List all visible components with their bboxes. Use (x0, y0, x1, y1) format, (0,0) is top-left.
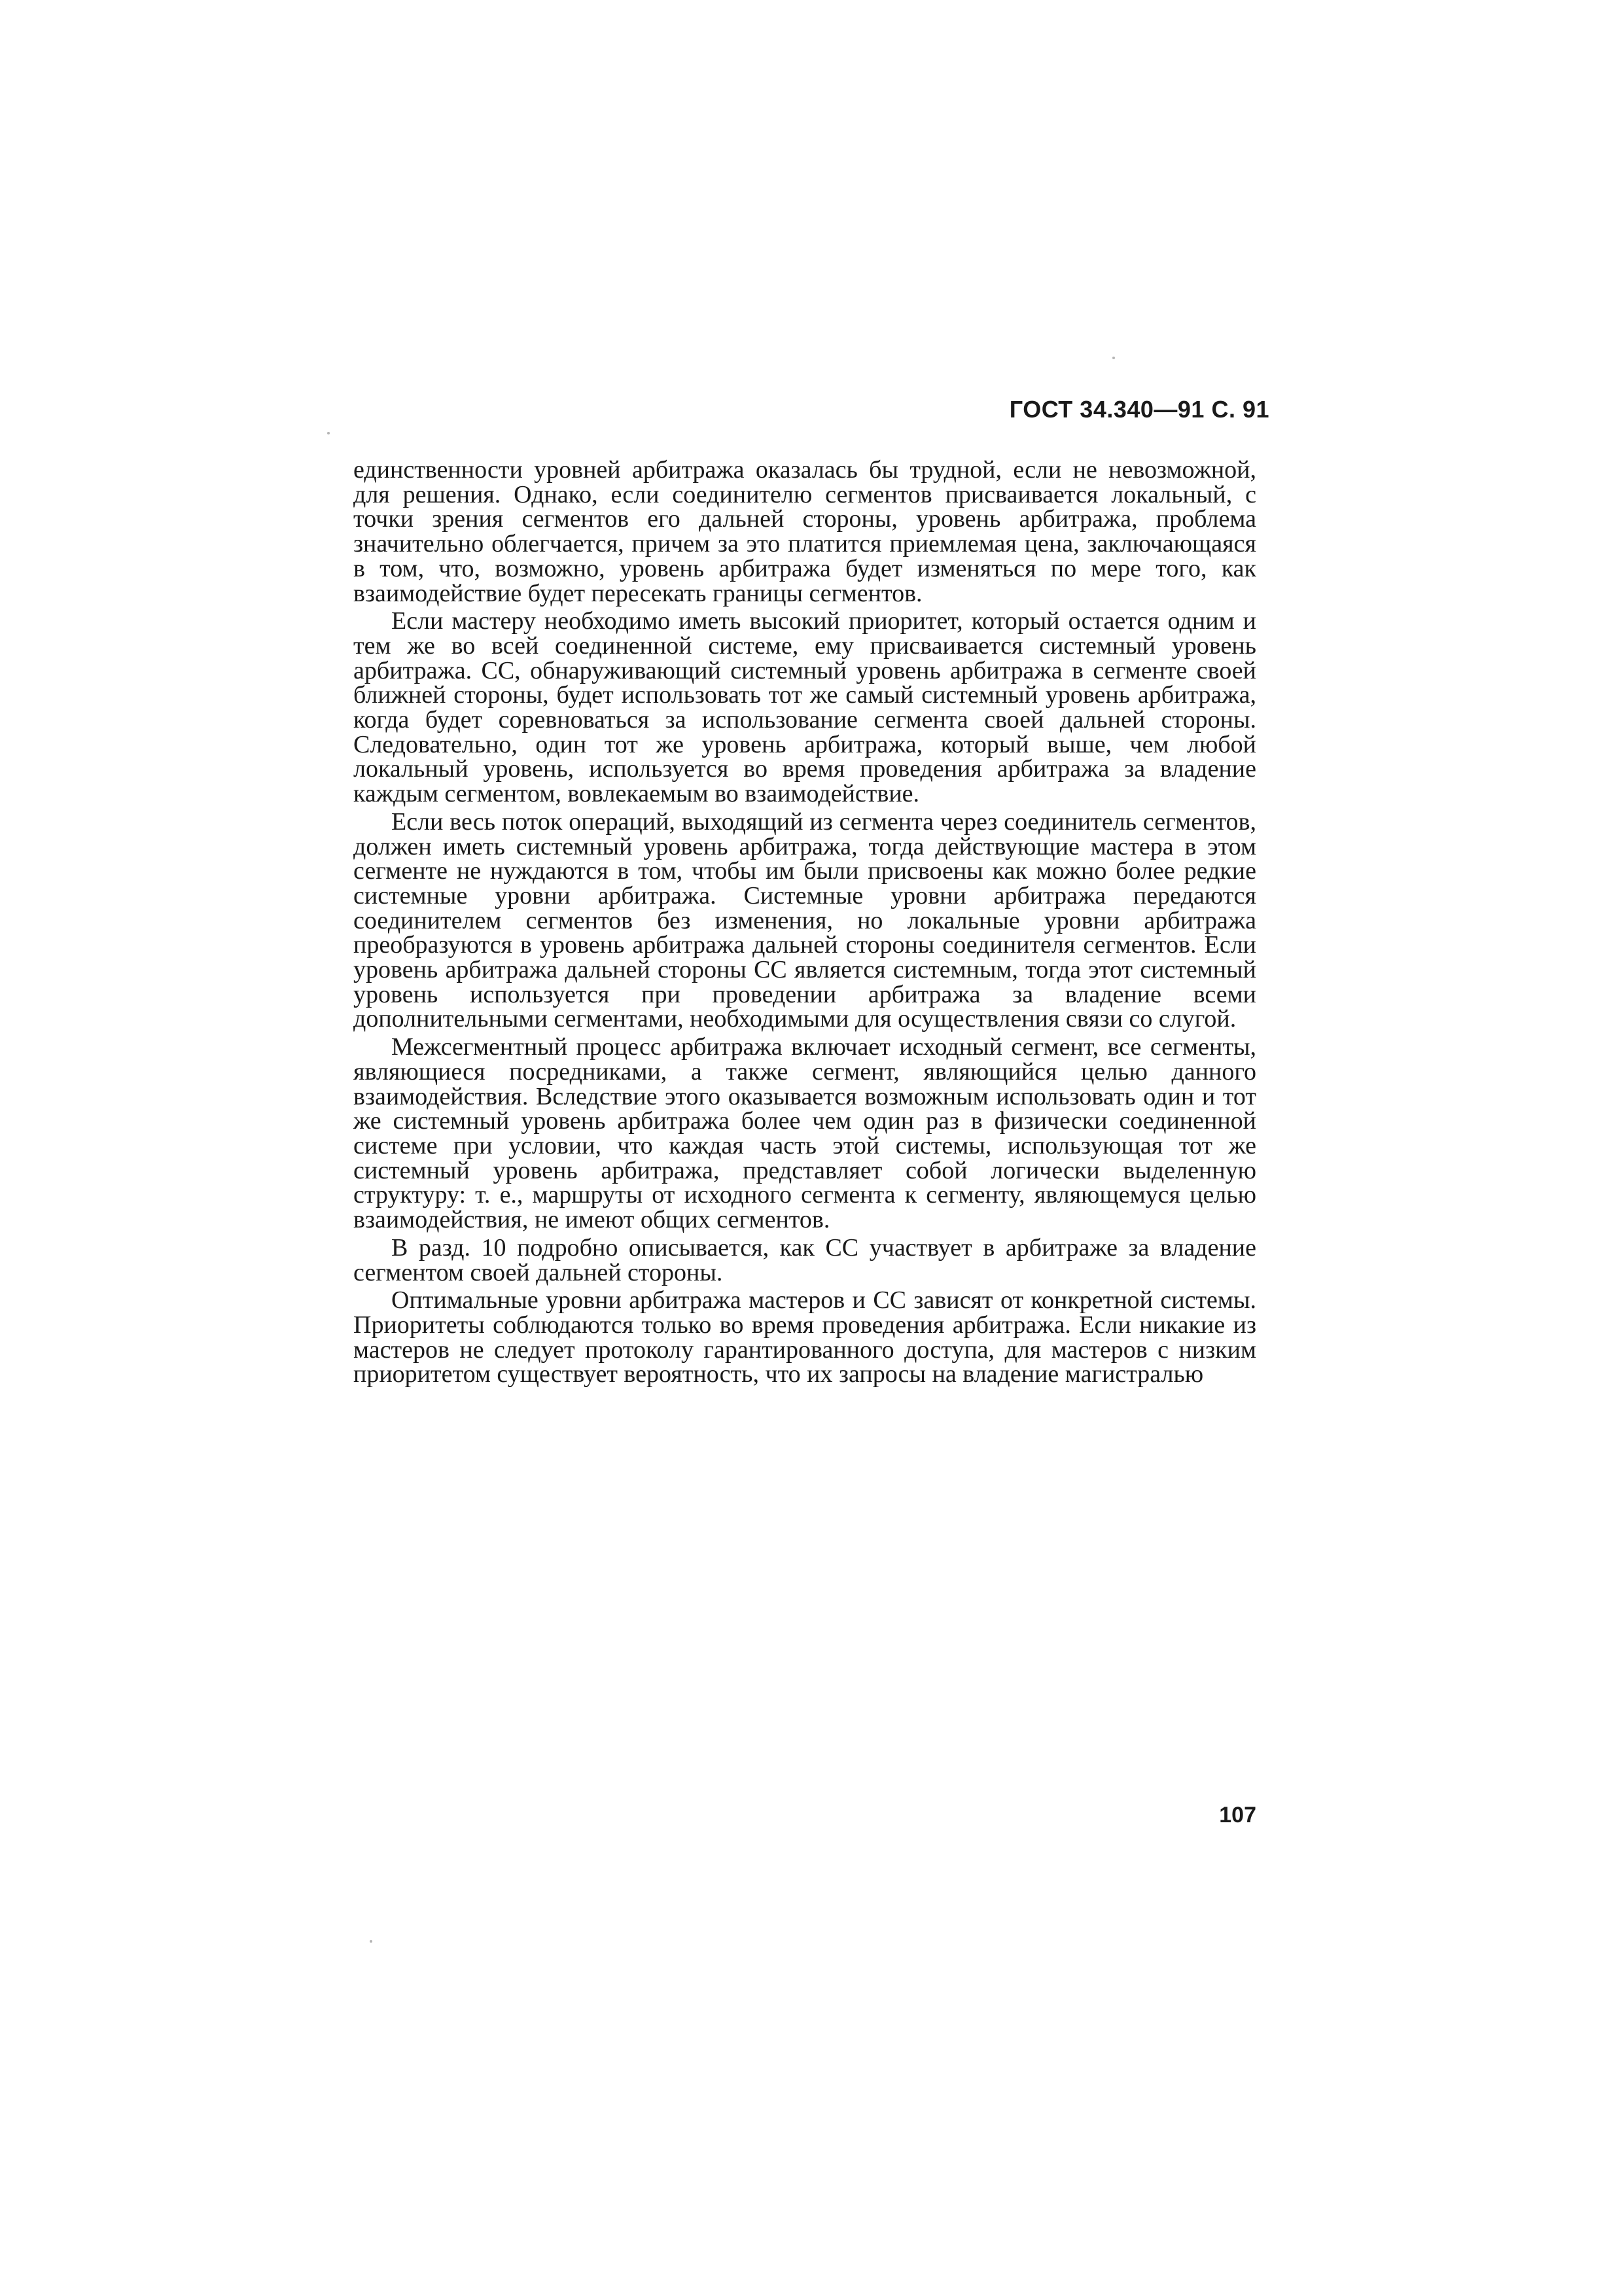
paragraph-4: Межсегментный процесс арбитража включает исходный сегмент, все сегменты, являющиеся посредниками, а также сегмент, являющийся целью данного взаимодействия. Вследствие этого оказывается возможным использовать один и тот же системный уровень арбитража более чем один раз в физически соединенной системе при условии, что каждая часть этой системы, использующая тот же системный уровень арбитража, представляет собой логически выделенную структуру: т. е., маршруты от исходного сегмента к сегменту, являющемуся целью взаимодействия, не имеют общих сегментов. (353, 1033, 1256, 1234)
scan-speck (370, 1940, 372, 1943)
paragraph-5: В разд. 10 подробно описывается, как СС участвует в арбитраже за владение сегментом своей дальней стороны. (353, 1233, 1256, 1286)
paragraph-3: Если весь поток операций, выходящий из сегмента через соединитель сегментов, должен иметь системный уровень арбитража, тогда действующие мастера в этом сегменте не нуждаются в том, чтобы им были присвоены как можно более редкие системные уровни арбитража. Системные уровни арбитража передаются соединителем сегментов без изменения, но локальные уровни арбитража преобразуются в уровень арбитража дальней стороны соединителя сегментов. Если уровень арбитража дальней стороны СС является системным, тогда этот системный уровень используется при проведении арбитража за владение всеми дополнительными сегментами, необходимыми для осуществления связи со слугой. (353, 807, 1256, 1033)
paragraph-1: единственности уровней арбитража оказалась бы трудной, если не невозможной, для решения. Однако, если соединителю сегментов присваивается локальный, с точки зрения сегментов его дальней стороны, уровень арбитража, проблема значительно облегчается, причем за это платится приемлемая цена, заключающаяся в том, что, возможно, уровень арбитража будет изменяться по мере того, как взаимодействие будет пересекать границы сегментов. (353, 456, 1256, 607)
paragraph-6: Оптимальные уровни арбитража мастеров и СС зависят от конкретной системы. Приоритеты соблюдаются только во время проведения арбитража. Если никакие из мастеров не следует протоколу гарантированного доступа, для мастеров с низким приоритетом существует вероятность, что их запросы на владение магистралью (353, 1286, 1256, 1388)
scan-speck (1112, 357, 1115, 359)
scan-speck (327, 432, 330, 434)
page-number: 107 (1219, 1803, 1256, 1828)
paragraph-2: Если мастеру необходимо иметь высокий приоритет, который остается одним и тем же во всей соединенной системе, ему присваивается системный уровень арбитража. СС, обнаруживающий системный уровень арбитража в сегменте своей ближней стороны, будет использовать тот же самый системный уровень арбитража, когда будет соревноваться за использование сегмента своей дальней стороны. Следовательно, один тот же уровень арбитража, который выше, чем любой локальный уровень, используется во время проведения арбитража за владение каждым сегментом, вовлекаемым во взаимодействие. (353, 607, 1256, 808)
page-header: ГОСТ 34.340—91 С. 91 (1009, 396, 1269, 423)
body-text (353, 458, 1256, 1390)
